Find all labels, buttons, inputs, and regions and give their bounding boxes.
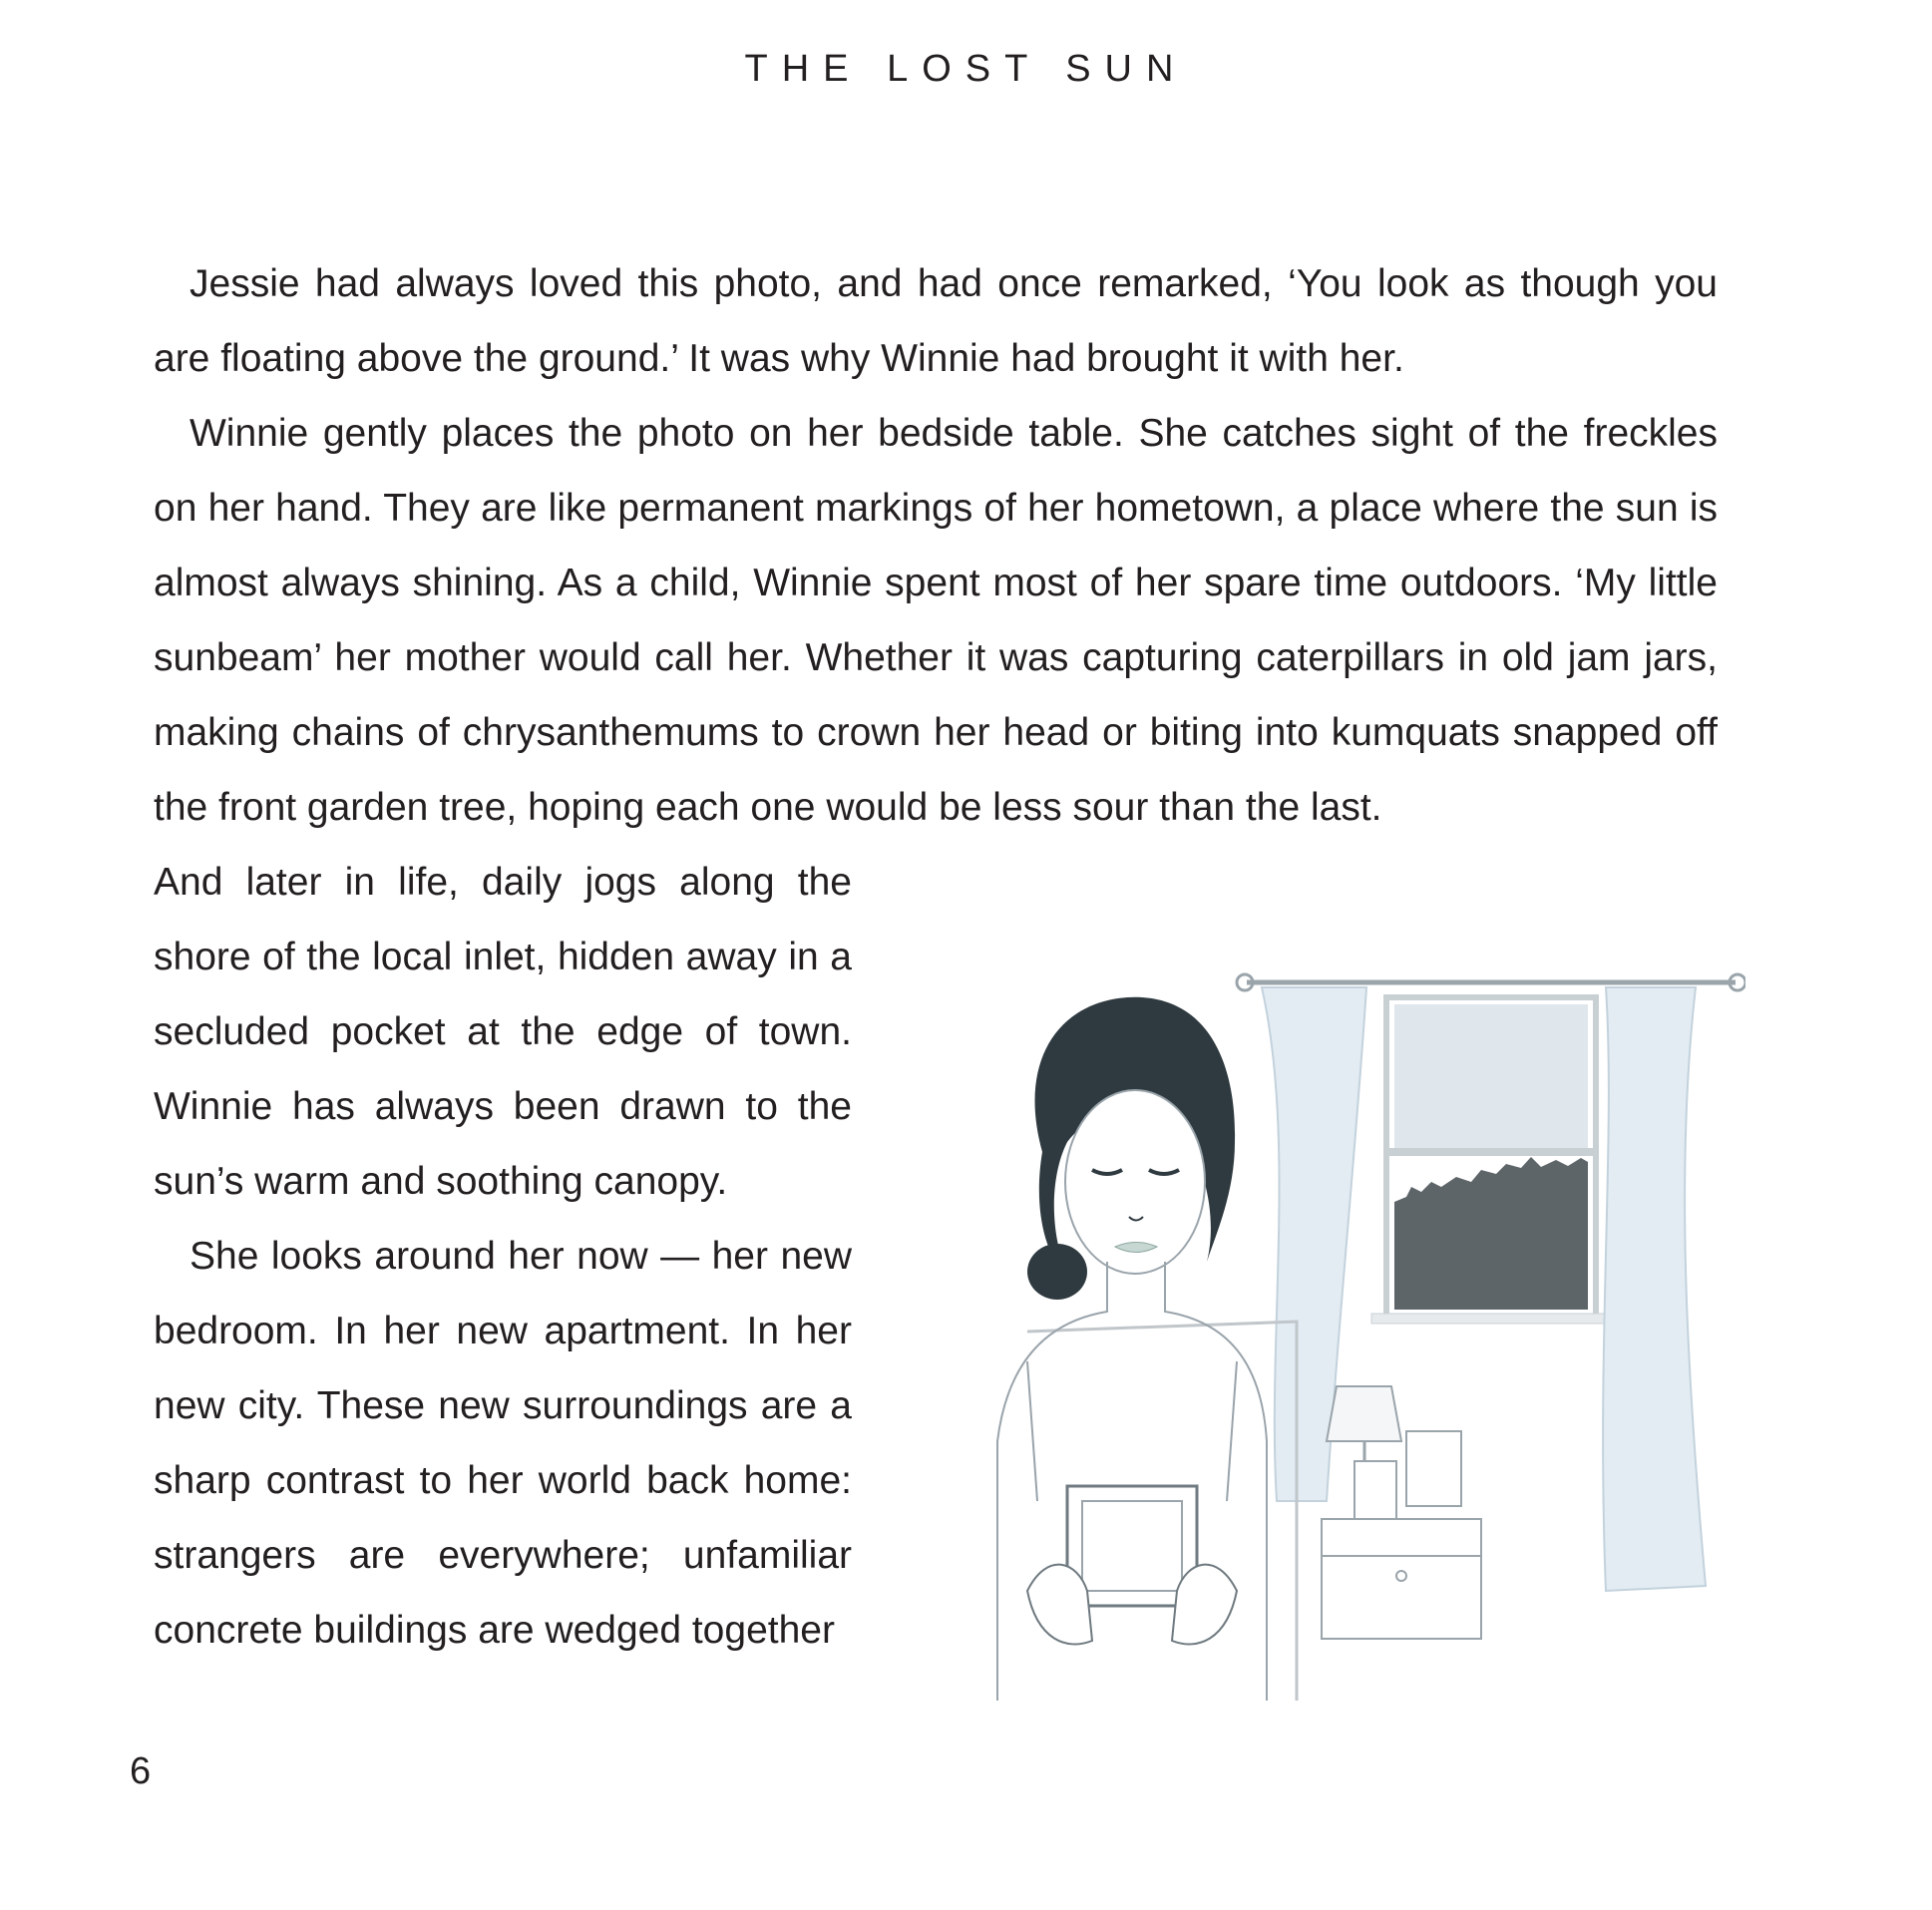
lamp-shade [1327, 1386, 1401, 1441]
photo-frame [1406, 1431, 1461, 1506]
running-head-title: THE LOST SUN [744, 48, 1188, 90]
paragraph-3: And later in life, daily jogs along the shore of the local inlet, hidden away in a secluded pocket at the edge of town. Winnie has always been drawn to the sun’s warm and soothing canopy. [154, 861, 852, 1203]
paragraph-1: Jessie had always loved this photo, and had once remarked, ‘You look as though you are floating above the ground.’ It was why Winnie had brought it with her. [154, 262, 1718, 380]
wrapped-text-block [154, 845, 852, 1668]
right-curtain [1603, 987, 1706, 1591]
page-number: 6 [130, 1750, 152, 1792]
paragraph-2: Winnie gently places the photo on her bedside table. She catches sight of the freckles on her hand. They are like permanent markings of her hometown, a place where the sun is almost always shining. As a child, Winnie spent most of her spare time outdoors. ‘My little sunbeam’ her mother would call her. Whether it was capturing caterpillars in old jam jars, making chains of chrysanthemums to crown her head or biting into kumquats snapped off the front garden tree, hoping each one would be less sour than the last. [154, 412, 1718, 829]
woman-by-window-illustration [918, 943, 1745, 1711]
paragraph-4: She looks around her now — her new bedroom. In her new apartment. In her new city. These new surroundings are a sharp contrast to her world back home: strangers are everywhere; unfamiliar concrete buildings are wedged together [154, 1235, 852, 1652]
bedside-table [1322, 1519, 1481, 1639]
full-width-text-block [154, 246, 1718, 845]
